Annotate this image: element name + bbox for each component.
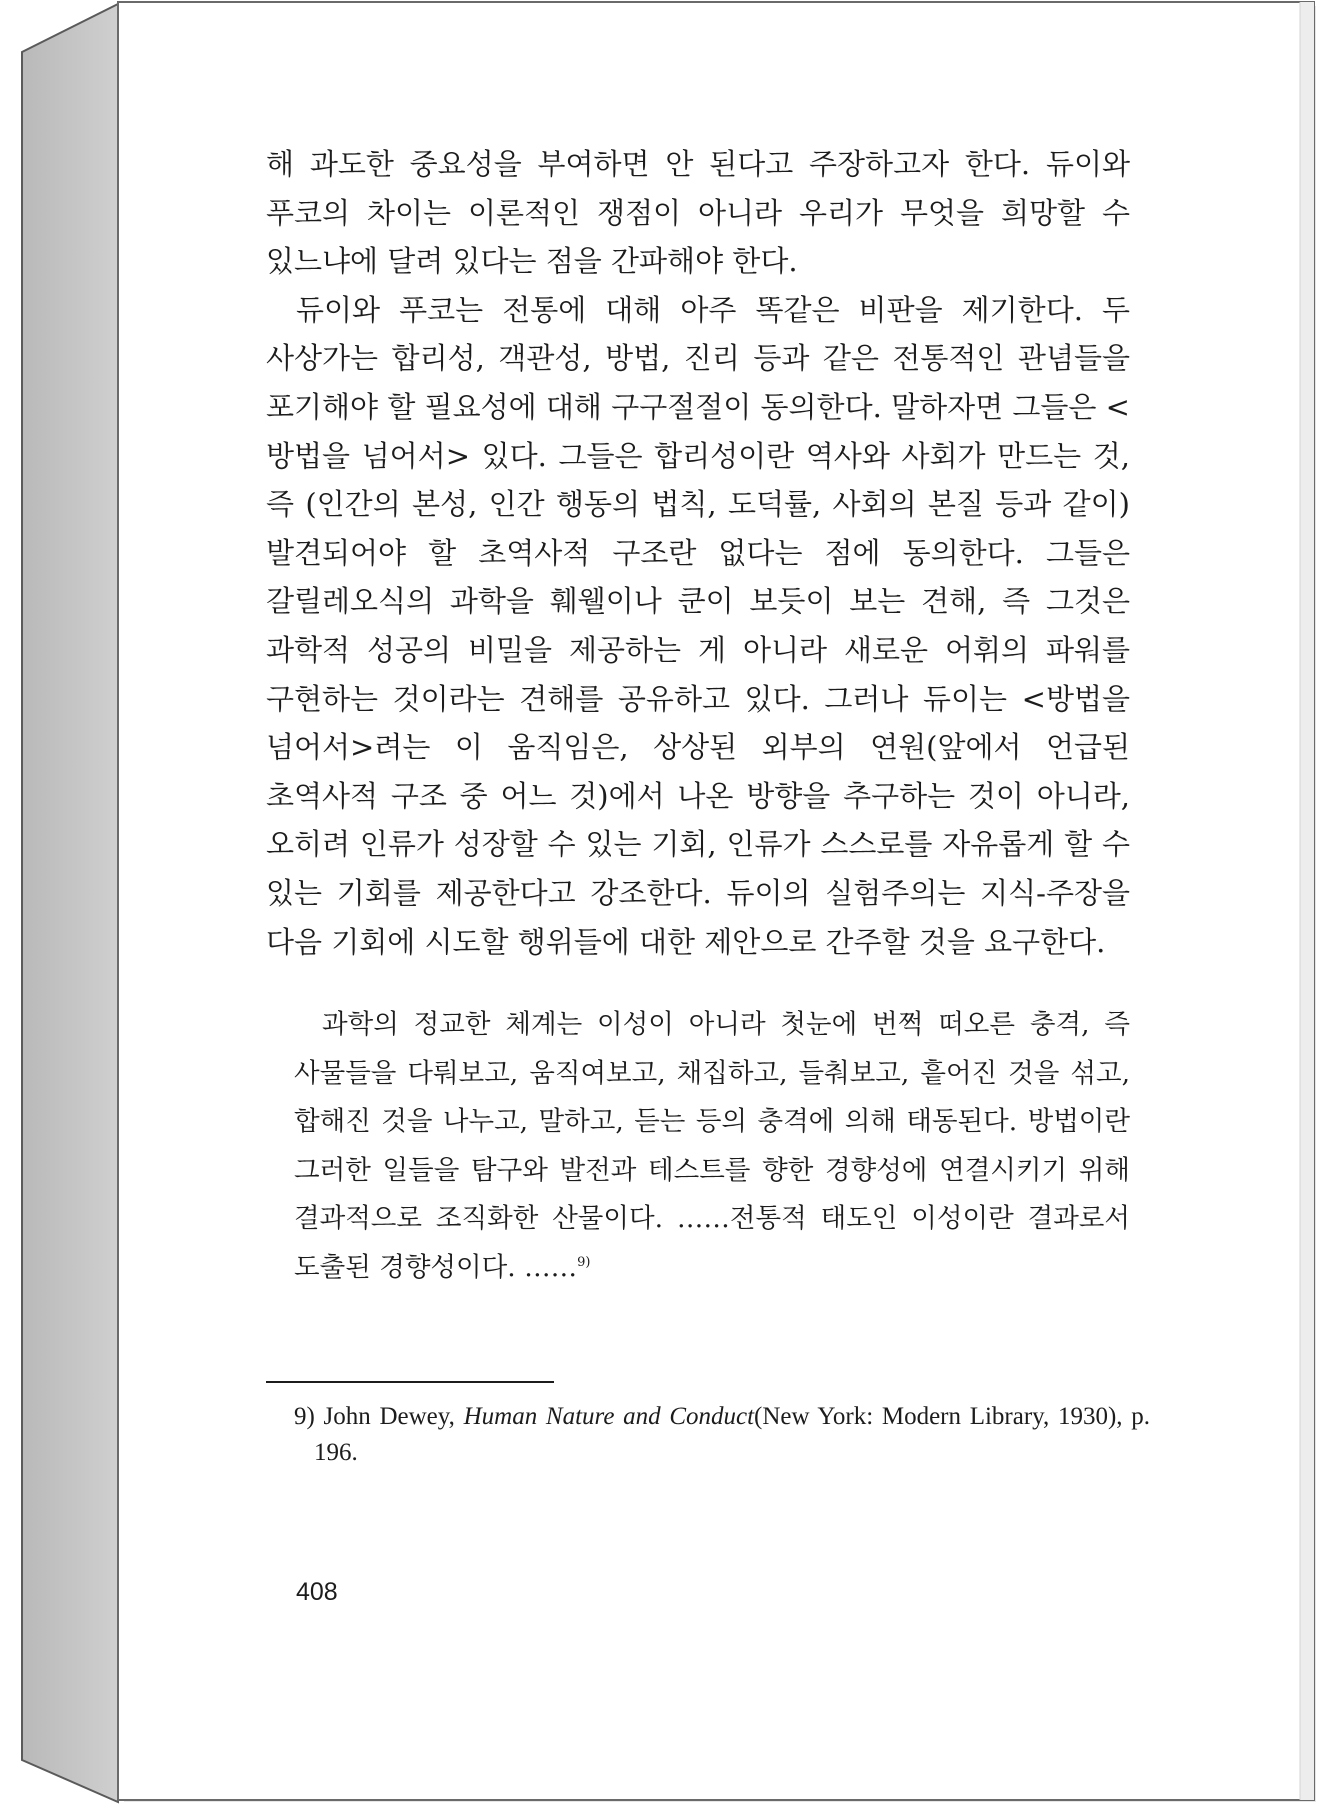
quote-note-ref: 9): [577, 1255, 591, 1271]
footnote-marker: 9): [294, 1402, 315, 1430]
paragraph-2: 듀이와 푸코는 전통에 대해 아주 똑같은 비판을 제기한다. 두 사상가는 합리성, 객관성, 방법, 진리 등과 같은 전통적인 관념들을 포기해야 할 필요성에 대해 구구절절이 동의한다. 말하자면 그들은 <방법을 넘어서> 있다. 그들은 합리성이란 역사와 사회가 만드는 것, 즉 (인간의 본성, 인간 행동의 법칙, 도덕률, 사회의 본질 등과 같이) 발견되어야 할 초역사적 구조란 없다는 점에 동의한다. 그들은 갈릴레오식의 과학을 훼웰이나 쿤이 보듯이 보는 견해, 즉 그것은 과학적 성공의 비밀을 제공하는 게 아니라 새로운 어휘의 파워를 구현하는 것이라는 견해를 공유하고 있다. 그러나 듀이는 <방법을 넘어서>려는 이 움직임은, 상상된 외부의 연원(앞에서 언급된 초역사적 구조 중 어느 것)에서 나온 방향을 추구하는 것이 아니라, 오히려 인류가 성장할 수 있는 기회, 인류가 스스로를 자유롭게 할 수 있는 기회를 제공한다고 강조한다. 듀이의 실험주의는 지식-주장을 다음 기회에 시도할 행위들에 대한 제안으로 간주할 것을 요구한다.: [266, 292, 1130, 959]
footnote: [294, 1399, 1150, 1471]
block-quote: [294, 1001, 1130, 1293]
footnote-details: (New York: Modern Library, 1930), p. 196.: [314, 1402, 1151, 1466]
footnote-divider: [266, 1381, 554, 1383]
footnote-author: John Dewey,: [323, 1402, 455, 1430]
paragraph-1: 해 과도한 중요성을 부여하면 안 된다고 주장하고자 한다. 듀이와 푸코의 차이는 이론적인 쟁점이 아니라 우리가 무엇을 희망할 수 있느냐에 달려 있다는 점을 간파해야 한다.: [266, 147, 1130, 279]
book-spine: [22, 4, 118, 1802]
footnote-title: Human Nature and Conduct: [463, 1402, 755, 1430]
page-body: [266, 140, 1151, 1471]
quote-text: 과학의 정교한 체계는 이성이 아니라 첫눈에 번쩍 떠오른 충격, 즉 사물들을 다뤄보고, 움직여보고, 채집하고, 들춰보고, 흩어진 것을 섞고, 합해진 것을 나누고, 말하고, 듣는 등의 충격에 의해 태동된다. 방법이란 그러한 일들을 탐구와 발전과 테스트를 향한 경향성에 연결시키기 위해 결과적으로 조직화한 산물이다. ……전통적 태도인 이성이란 결과로서 도출된 경향성이다. ……: [294, 1009, 1130, 1284]
page-number: 408: [296, 1578, 338, 1606]
